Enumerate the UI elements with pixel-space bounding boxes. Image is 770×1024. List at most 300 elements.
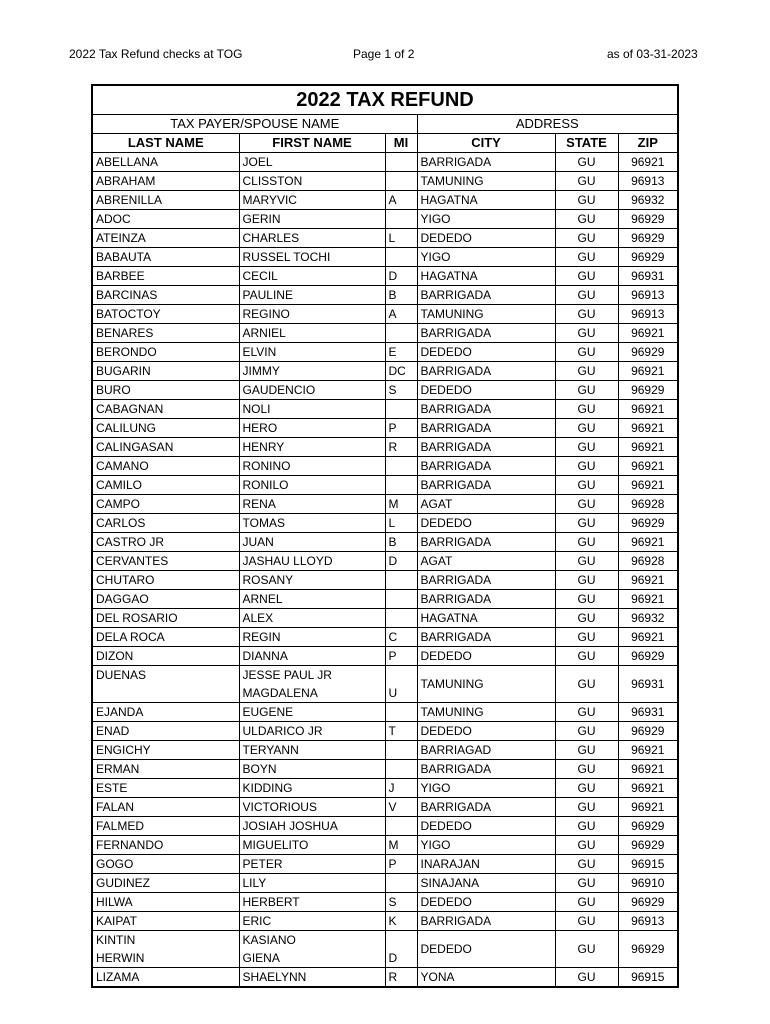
table-row: [92, 931, 678, 968]
cell-city: INARAJAN: [417, 855, 555, 874]
table-row: [92, 495, 678, 514]
cell-last-name: DIZON: [92, 647, 239, 666]
cell-zip: 96929: [618, 381, 678, 400]
cell-city: BARRIGADA: [417, 798, 555, 817]
cell-last-name: CAMANO: [92, 457, 239, 476]
cell-zip: 96921: [618, 571, 678, 590]
cell-zip: 96913: [618, 172, 678, 191]
cell-first-name: CLISSTON: [239, 172, 385, 191]
cell-last-name: GUDINEZ: [92, 874, 239, 893]
cell-state: GU: [555, 172, 618, 191]
cell-state: GU: [555, 267, 618, 286]
cell-last-name: ERMAN: [92, 760, 239, 779]
cell-first-name: JUAN: [239, 533, 385, 552]
cell-first-name: GAUDENCIO: [239, 381, 385, 400]
cell-state: GU: [555, 305, 618, 324]
table-row: [92, 552, 678, 571]
cell-first-name: CECIL: [239, 267, 385, 286]
cell-last-name: [92, 666, 239, 703]
cell-first-name: NOLI: [239, 400, 385, 419]
cell-state: GU: [555, 647, 618, 666]
cell-state: GU: [555, 552, 618, 571]
cell-mi: A: [385, 305, 417, 324]
cell-city: TAMUNING: [417, 666, 555, 703]
cell-first-name: ERIC: [239, 912, 385, 931]
cell-mi: [385, 457, 417, 476]
cell-city: BARRIGADA: [417, 362, 555, 381]
cell-state: GU: [555, 855, 618, 874]
table-row: [92, 362, 678, 381]
col-header-zip: ZIP: [618, 134, 678, 153]
cell-city: BARRIGADA: [417, 760, 555, 779]
cell-zip: 96921: [618, 400, 678, 419]
cell-zip: 96913: [618, 912, 678, 931]
cell-last-name: ENAD: [92, 722, 239, 741]
cell-first-name: RUSSEL TOCHI: [239, 248, 385, 267]
table-row: [92, 817, 678, 836]
cell-mi: [385, 210, 417, 229]
cell-last-name-line: HERWIN: [96, 951, 145, 965]
table-row: [92, 286, 678, 305]
cell-first-name: ROSANY: [239, 571, 385, 590]
table-row: [92, 172, 678, 191]
cell-mi: L: [385, 514, 417, 533]
cell-mi: V: [385, 798, 417, 817]
cell-last-name: CALILUNG: [92, 419, 239, 438]
cell-last-name: BARBEE: [92, 267, 239, 286]
table-row: [92, 836, 678, 855]
cell-first-name: TOMAS: [239, 514, 385, 533]
cell-city: BARRIGADA: [417, 457, 555, 476]
cell-zip: 96915: [618, 855, 678, 874]
cell-first-name: JOEL: [239, 153, 385, 172]
refund-table: [91, 84, 679, 988]
cell-city: DEDEDO: [417, 931, 555, 968]
table-row: [92, 798, 678, 817]
cell-first-name: HERBERT: [239, 893, 385, 912]
cell-mi: [385, 153, 417, 172]
cell-city: HAGATNA: [417, 609, 555, 628]
cell-zip: 96929: [618, 229, 678, 248]
cell-last-name: ADOC: [92, 210, 239, 229]
cell-first-name-line: KASIANO: [242, 933, 296, 947]
cell-first-name: CHARLES: [239, 229, 385, 248]
cell-first-name: BOYN: [239, 760, 385, 779]
cell-first-name: KIDDING: [239, 779, 385, 798]
cell-mi: P: [385, 419, 417, 438]
cell-last-name: BUGARIN: [92, 362, 239, 381]
cell-mi: S: [385, 381, 417, 400]
cell-first-name-line: MAGDALENA: [242, 686, 318, 700]
cell-city: DEDEDO: [417, 722, 555, 741]
cell-first-name: ALEX: [239, 609, 385, 628]
cell-city: BARRIGADA: [417, 571, 555, 590]
cell-last-name: BERONDO: [92, 343, 239, 362]
cell-mi: B: [385, 286, 417, 305]
cell-first-name: JOSIAH JOSHUA: [239, 817, 385, 836]
cell-state: GU: [555, 760, 618, 779]
table-row: [92, 912, 678, 931]
cell-last-name: ESTE: [92, 779, 239, 798]
cell-city: AGAT: [417, 495, 555, 514]
table-row: [92, 229, 678, 248]
header-page-number: Page 1 of 2: [353, 47, 415, 61]
cell-zip: 96929: [618, 647, 678, 666]
cell-state: GU: [555, 893, 618, 912]
cell-mi: M: [385, 495, 417, 514]
cell-last-name: BURO: [92, 381, 239, 400]
cell-state: GU: [555, 666, 618, 703]
cell-first-name: JASHAU LLOYD: [239, 552, 385, 571]
cell-mi: T: [385, 722, 417, 741]
table-row: [92, 153, 678, 172]
table-title: 2022 TAX REFUND: [92, 85, 678, 115]
cell-first-name-line: JESSE PAUL JR: [242, 668, 332, 682]
cell-mi: E: [385, 343, 417, 362]
cell-first-name: [239, 666, 385, 703]
cell-last-name: FERNANDO: [92, 836, 239, 855]
cell-zip: 96929: [618, 210, 678, 229]
cell-city: TAMUNING: [417, 172, 555, 191]
cell-mi: J: [385, 779, 417, 798]
table-row: [92, 514, 678, 533]
cell-state: GU: [555, 457, 618, 476]
cell-state: GU: [555, 400, 618, 419]
cell-state: GU: [555, 609, 618, 628]
cell-city: DEDEDO: [417, 647, 555, 666]
cell-mi: [385, 741, 417, 760]
cell-mi: [385, 400, 417, 419]
cell-first-name: RENA: [239, 495, 385, 514]
cell-last-name: ABRAHAM: [92, 172, 239, 191]
cell-city: BARRIGADA: [417, 153, 555, 172]
cell-city: DEDEDO: [417, 893, 555, 912]
cell-first-name: GERIN: [239, 210, 385, 229]
table-row: [92, 400, 678, 419]
cell-first-name: HERO: [239, 419, 385, 438]
cell-mi: A: [385, 191, 417, 210]
cell-zip: 96929: [618, 817, 678, 836]
cell-state: GU: [555, 779, 618, 798]
col-header-state: STATE: [555, 134, 618, 153]
cell-state: GU: [555, 628, 618, 647]
cell-zip: 96921: [618, 533, 678, 552]
cell-mi: R: [385, 438, 417, 457]
cell-zip: 96921: [618, 476, 678, 495]
cell-last-name: ATEINZA: [92, 229, 239, 248]
cell-zip: 96932: [618, 191, 678, 210]
cell-state: GU: [555, 438, 618, 457]
cell-last-name: BARCINAS: [92, 286, 239, 305]
cell-last-name: DEL ROSARIO: [92, 609, 239, 628]
cell-city: TAMUNING: [417, 305, 555, 324]
cell-zip: 96931: [618, 666, 678, 703]
table-row: [92, 533, 678, 552]
refund-table-container: [91, 84, 677, 988]
cell-zip: 96921: [618, 798, 678, 817]
cell-city: HAGATNA: [417, 191, 555, 210]
cell-mi: [385, 476, 417, 495]
cell-zip: 96921: [618, 628, 678, 647]
table-row: [92, 647, 678, 666]
cell-mi: [385, 703, 417, 722]
cell-last-name: CABAGNAN: [92, 400, 239, 419]
cell-first-name: REGINO: [239, 305, 385, 324]
cell-last-name: DELA ROCA: [92, 628, 239, 647]
cell-first-name: MARYVIC: [239, 191, 385, 210]
header-as-of-date: as of 03-31-2023: [607, 47, 698, 61]
cell-first-name: REGIN: [239, 628, 385, 647]
table-row: [92, 590, 678, 609]
table-row: [92, 210, 678, 229]
cell-mi: [385, 666, 417, 703]
table-row: [92, 343, 678, 362]
cell-city: YIGO: [417, 248, 555, 267]
cell-last-name: [92, 931, 239, 968]
cell-state: GU: [555, 968, 618, 988]
table-row: [92, 381, 678, 400]
cell-state: GU: [555, 248, 618, 267]
cell-last-name: LIZAMA: [92, 968, 239, 988]
cell-state: GU: [555, 703, 618, 722]
cell-state: GU: [555, 191, 618, 210]
cell-first-name: EUGENE: [239, 703, 385, 722]
cell-city: DEDEDO: [417, 381, 555, 400]
cell-first-name: ARNIEL: [239, 324, 385, 343]
table-row: [92, 609, 678, 628]
cell-first-name: ULDARICO JR: [239, 722, 385, 741]
cell-state: GU: [555, 912, 618, 931]
cell-zip: 96929: [618, 893, 678, 912]
cell-mi: M: [385, 836, 417, 855]
cell-first-name: DIANNA: [239, 647, 385, 666]
cell-city: YIGO: [417, 210, 555, 229]
group-header-name: TAX PAYER/SPOUSE NAME: [92, 115, 417, 134]
cell-city: TAMUNING: [417, 703, 555, 722]
cell-first-name: TERYANN: [239, 741, 385, 760]
cell-last-name: KAIPAT: [92, 912, 239, 931]
cell-first-name: VICTORIOUS: [239, 798, 385, 817]
cell-last-name: CALINGASAN: [92, 438, 239, 457]
cell-city: DEDEDO: [417, 817, 555, 836]
cell-city: SINAJANA: [417, 874, 555, 893]
cell-city: BARRIGADA: [417, 590, 555, 609]
cell-mi: [385, 590, 417, 609]
cell-zip: 96929: [618, 248, 678, 267]
cell-first-name: RONINO: [239, 457, 385, 476]
cell-state: GU: [555, 931, 618, 968]
table-body: [92, 153, 678, 988]
cell-mi: P: [385, 855, 417, 874]
cell-state: GU: [555, 381, 618, 400]
cell-zip: 96929: [618, 514, 678, 533]
cell-first-name: PETER: [239, 855, 385, 874]
cell-city: BARRIAGAD: [417, 741, 555, 760]
cell-last-name: ENGICHY: [92, 741, 239, 760]
table-row: [92, 267, 678, 286]
group-header-address: ADDRESS: [417, 115, 678, 134]
cell-zip: 96921: [618, 590, 678, 609]
cell-state: GU: [555, 741, 618, 760]
cell-mi: DC: [385, 362, 417, 381]
table-row: [92, 760, 678, 779]
cell-zip: 96921: [618, 779, 678, 798]
cell-last-name: CARLOS: [92, 514, 239, 533]
table-row: [92, 666, 678, 703]
cell-last-name: CAMPO: [92, 495, 239, 514]
table-row: [92, 855, 678, 874]
cell-first-name: PAULINE: [239, 286, 385, 305]
table-row: [92, 703, 678, 722]
cell-mi: [385, 248, 417, 267]
table-row: [92, 893, 678, 912]
cell-state: GU: [555, 419, 618, 438]
cell-zip: 96921: [618, 438, 678, 457]
cell-last-name: FALMED: [92, 817, 239, 836]
cell-mi-line: D: [388, 951, 398, 965]
cell-last-name: CERVANTES: [92, 552, 239, 571]
cell-last-name: BENARES: [92, 324, 239, 343]
cell-city: BARRIGADA: [417, 476, 555, 495]
cell-first-name: ARNEL: [239, 590, 385, 609]
table-row: [92, 779, 678, 798]
cell-mi: [385, 172, 417, 191]
cell-mi: [385, 931, 417, 968]
cell-first-name: HENRY: [239, 438, 385, 457]
cell-zip: 96913: [618, 305, 678, 324]
cell-state: GU: [555, 590, 618, 609]
table-row: [92, 305, 678, 324]
cell-first-name: JIMMY: [239, 362, 385, 381]
cell-zip: 96921: [618, 741, 678, 760]
cell-state: GU: [555, 722, 618, 741]
cell-mi: D: [385, 267, 417, 286]
cell-last-name: ABRENILLA: [92, 191, 239, 210]
cell-mi: [385, 817, 417, 836]
cell-state: GU: [555, 286, 618, 305]
cell-state: GU: [555, 533, 618, 552]
cell-city: YIGO: [417, 836, 555, 855]
cell-zip: 96929: [618, 931, 678, 968]
cell-state: GU: [555, 798, 618, 817]
col-header-city: CITY: [417, 134, 555, 153]
cell-first-name: LILY: [239, 874, 385, 893]
cell-city: BARRIGADA: [417, 438, 555, 457]
cell-state: GU: [555, 324, 618, 343]
table-row: [92, 191, 678, 210]
cell-last-name: CHUTARO: [92, 571, 239, 590]
cell-city: AGAT: [417, 552, 555, 571]
cell-mi: S: [385, 893, 417, 912]
cell-mi: L: [385, 229, 417, 248]
cell-city: BARRIGADA: [417, 419, 555, 438]
cell-state: GU: [555, 836, 618, 855]
cell-state: GU: [555, 476, 618, 495]
cell-zip: 96921: [618, 760, 678, 779]
cell-city: HAGATNA: [417, 267, 555, 286]
col-header-last-name: LAST NAME: [92, 134, 239, 153]
table-row: [92, 741, 678, 760]
table-row: [92, 628, 678, 647]
cell-first-name: SHAELYNN: [239, 968, 385, 988]
cell-last-name: ABELLANA: [92, 153, 239, 172]
cell-zip: 96921: [618, 419, 678, 438]
header-document-title: 2022 Tax Refund checks at TOG: [69, 47, 243, 61]
col-header-first-name: FIRST NAME: [239, 134, 385, 153]
cell-first-name: MIGUELITO: [239, 836, 385, 855]
cell-zip: 96921: [618, 324, 678, 343]
cell-mi: D: [385, 552, 417, 571]
cell-state: GU: [555, 817, 618, 836]
cell-last-name: CAMILO: [92, 476, 239, 495]
table-row: [92, 438, 678, 457]
cell-mi: [385, 609, 417, 628]
cell-state: GU: [555, 571, 618, 590]
cell-last-name: FALAN: [92, 798, 239, 817]
cell-last-name-line: [96, 684, 236, 702]
cell-zip: 96928: [618, 552, 678, 571]
cell-city: BARRIGADA: [417, 912, 555, 931]
cell-state: GU: [555, 495, 618, 514]
cell-zip: 96929: [618, 343, 678, 362]
table-row: [92, 476, 678, 495]
cell-mi: R: [385, 968, 417, 988]
table-row: [92, 248, 678, 267]
cell-city: BARRIGADA: [417, 286, 555, 305]
cell-zip: 96913: [618, 286, 678, 305]
cell-mi: K: [385, 912, 417, 931]
cell-state: GU: [555, 210, 618, 229]
table-row: [92, 457, 678, 476]
table-row: [92, 874, 678, 893]
table-row: [92, 722, 678, 741]
col-header-mi: MI: [385, 134, 417, 153]
cell-city: DEDEDO: [417, 343, 555, 362]
cell-city: DEDEDO: [417, 229, 555, 248]
cell-mi-line: [389, 666, 414, 684]
cell-last-name: CASTRO JR: [92, 533, 239, 552]
cell-mi: [385, 571, 417, 590]
cell-last-name: GOGO: [92, 855, 239, 874]
cell-zip: 96915: [618, 968, 678, 988]
cell-zip: 96932: [618, 609, 678, 628]
cell-last-name: BATOCTOY: [92, 305, 239, 324]
table-row: [92, 571, 678, 590]
cell-mi: [385, 874, 417, 893]
cell-mi: [385, 760, 417, 779]
cell-zip: 96929: [618, 836, 678, 855]
cell-mi-line: U: [388, 686, 398, 700]
cell-state: GU: [555, 514, 618, 533]
cell-last-name-line: DUENAS: [96, 668, 147, 682]
cell-zip: 96921: [618, 362, 678, 381]
table-row: [92, 419, 678, 438]
cell-mi-line: [389, 931, 414, 949]
cell-zip: 96921: [618, 457, 678, 476]
cell-mi: B: [385, 533, 417, 552]
cell-last-name-line: KINTIN: [96, 933, 136, 947]
cell-city: DEDEDO: [417, 514, 555, 533]
table-row: [92, 968, 678, 988]
cell-city: YONA: [417, 968, 555, 988]
cell-last-name: DAGGAO: [92, 590, 239, 609]
cell-last-name: BABAUTA: [92, 248, 239, 267]
cell-city: BARRIGADA: [417, 324, 555, 343]
cell-state: GU: [555, 229, 618, 248]
cell-first-name: RONILO: [239, 476, 385, 495]
cell-last-name: EJANDA: [92, 703, 239, 722]
cell-zip: 96931: [618, 267, 678, 286]
